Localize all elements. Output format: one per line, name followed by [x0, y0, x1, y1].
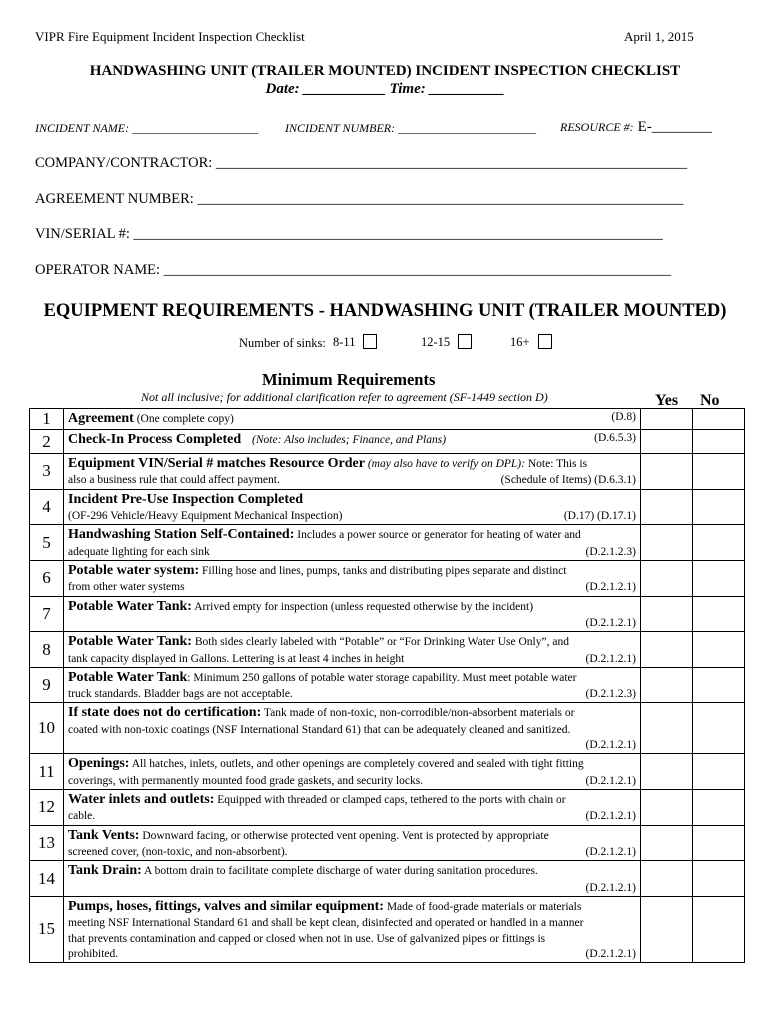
table-row [30, 825, 745, 861]
item-text: : Minimum 250 gallons of potable water storage capability. Must meet potable water [187, 671, 577, 684]
no-column-header: No [700, 392, 720, 409]
item-number: 8 [30, 632, 64, 668]
item-text-line2: truck standards. Bladder bags are not acceptable. [68, 688, 293, 701]
requirements-note: Not all inclusive; for additional clarification refer to agreement (SF-1449 section D) [141, 390, 548, 404]
item-text: Arrived empty for inspection (unless requested otherwise by the incident) [194, 600, 534, 613]
table-row [30, 667, 745, 703]
yes-cell[interactable] [641, 560, 693, 596]
yes-cell[interactable] [641, 825, 693, 861]
item-text-line2: also a business rule that could affect payment. [68, 474, 280, 487]
yes-cell[interactable] [641, 409, 693, 430]
item-reference: (D.2.1.2.1) [585, 774, 636, 787]
item-number: 10 [30, 703, 64, 754]
sink-option-16-plus[interactable] [510, 334, 552, 350]
item-heading: Openings: [68, 756, 130, 772]
no-cell[interactable] [693, 861, 745, 897]
item-heading: Potable water system: [68, 562, 200, 578]
item-description [64, 454, 641, 490]
form-title: HANDWASHING UNIT (TRAILER MOUNTED) INCIDENT INSPECTION CHECKLIST [89, 63, 681, 79]
item-heading: Handwashing Station Self-Contained: [68, 527, 295, 543]
item-reference: (D.2.1.2.1) [585, 581, 636, 594]
item-reference: (D.6.5.3) [594, 432, 636, 444]
item-number: 13 [30, 825, 64, 861]
yes-cell[interactable] [641, 632, 693, 668]
item-text: (One complete copy) [136, 413, 234, 425]
item-description [64, 409, 641, 430]
yes-cell[interactable] [641, 703, 693, 754]
document-title: VIPR Fire Equipment Incident Inspection Checklist [35, 29, 305, 44]
item-heading: If state does not do certification: [68, 705, 262, 721]
item-heading: Incident Pre-Use Inspection Completed [68, 491, 304, 507]
no-cell[interactable] [693, 454, 745, 490]
table-row [30, 596, 745, 632]
yes-cell[interactable] [641, 596, 693, 632]
item-number: 14 [30, 861, 64, 897]
resource-label: RESOURCE #: [560, 120, 634, 134]
item-text-line2: coated with non-toxic coatings (NSF International Standard 61) that can be adequately cleaned and sanitized. [68, 723, 571, 736]
date-time-field[interactable]: Date: ___________ Time: __________ [265, 81, 505, 97]
table-row [30, 754, 745, 790]
sink-option-label: 12-15 [421, 335, 451, 349]
no-cell[interactable] [693, 667, 745, 703]
item-text: Equipped with threaded or clamped caps, tethered to the ports with chain or [217, 793, 566, 806]
item-description [64, 667, 641, 703]
item-text-line4: prohibited. [68, 947, 119, 960]
table-row [30, 430, 745, 454]
item-reference: (D.2.1.2.3) [585, 688, 636, 701]
item-heading: Check-In Process Completed [68, 432, 242, 447]
yes-cell[interactable] [641, 861, 693, 897]
no-cell[interactable] [693, 525, 745, 561]
yes-cell[interactable] [641, 454, 693, 490]
no-cell[interactable] [693, 754, 745, 790]
no-cell[interactable] [693, 896, 745, 962]
item-reference: (D.2.1.2.3) [585, 545, 636, 558]
sink-checkbox[interactable] [363, 334, 377, 349]
item-text-line2: screened cover, (non-toxic, and non-absorbent). [68, 846, 288, 859]
item-heading: Agreement [68, 411, 134, 426]
no-cell[interactable] [693, 632, 745, 668]
item-text-line2: (OF-296 Vehicle/Heavy Equipment Mechanical Inspection) [68, 510, 343, 523]
resource-field[interactable] [560, 118, 712, 136]
item-number: 1 [30, 409, 64, 430]
item-reference: (D.17) (D.17.1) [563, 510, 636, 523]
no-cell[interactable] [693, 489, 745, 525]
item-text-line2: tank capacity displayed in Gallons. Lettering is at least 4 inches in height [68, 652, 405, 665]
section-title: EQUIPMENT REQUIREMENTS - HANDWASHING UNIT (TRAILER MOUNTED) [43, 301, 727, 321]
item-text-line2: adequate lighting for each sink [68, 545, 210, 558]
item-reference: (D.8) [611, 411, 636, 423]
item-text: Downward facing, or otherwise protected vent opening. Vent is protected by appropriate [142, 829, 549, 842]
sink-option-label: 16+ [510, 335, 530, 349]
agreement-number-field[interactable]: AGREEMENT NUMBER: ___________________________________________________________________ [35, 191, 684, 207]
yes-column-header: Yes [655, 392, 679, 409]
item-number: 6 [30, 560, 64, 596]
item-description [64, 596, 641, 632]
item-number: 3 [30, 454, 64, 490]
sink-checkbox[interactable] [538, 334, 552, 349]
item-text-line2: coverings, with permanently mounted food grade gaskets, and security locks. [68, 774, 424, 787]
item-heading: Equipment VIN/Serial # matches Resource Order [68, 456, 365, 471]
table-row [30, 789, 745, 825]
item-reference: (D.2.1.2.1) [585, 739, 636, 752]
item-number: 5 [30, 525, 64, 561]
item-description [64, 703, 641, 754]
vin-serial-field[interactable]: VIN/SERIAL #: _________________________________________________________________________ [35, 226, 663, 242]
operator-name-field[interactable]: OPERATOR NAME: ______________________________________________________________________ [35, 262, 672, 278]
item-text-line2: meeting NSF International Standard 61 and shall be kept clean, disinfected and operated or handled in a manner [68, 917, 584, 930]
item-description [64, 525, 641, 561]
sink-option-12-15[interactable] [421, 334, 472, 350]
item-text: Note: This is [527, 458, 588, 470]
item-text: Both sides clearly labeled with “Potable” or “For Drinking Water Use Only”, and [194, 636, 569, 649]
item-reference: (D.2.1.2.1) [585, 810, 636, 823]
yes-cell[interactable] [641, 789, 693, 825]
no-cell[interactable] [693, 560, 745, 596]
item-description [64, 789, 641, 825]
item-heading: Pumps, hoses, fittings, valves and similar equipment: [68, 898, 384, 914]
table-row [30, 632, 745, 668]
item-description [64, 560, 641, 596]
item-text: Tank made of non-toxic, non-corrodible/non-absorbent materials or [263, 707, 575, 720]
item-text: Filling hose and lines, pumps, tanks and distributing pipes separate and distinct [202, 564, 567, 577]
item-text-line2: from other water systems [68, 581, 185, 594]
item-text: All hatches, inlets, outlets, and other openings are completely covered and sealed with tight fitting [131, 758, 584, 771]
company-contractor-field[interactable]: COMPANY/CONTRACTOR: _________________________________________________________________ [35, 155, 688, 171]
item-description [64, 896, 641, 962]
yes-cell[interactable] [641, 525, 693, 561]
item-number: 9 [30, 667, 64, 703]
incident-name-field[interactable]: INCIDENT NAME: _____________________ [35, 121, 259, 135]
item-text: Made of food-grade materials or materials [386, 900, 582, 913]
item-description [64, 754, 641, 790]
item-number: 15 [30, 896, 64, 962]
incident-number-field[interactable]: INCIDENT NUMBER: _______________________ [285, 121, 537, 135]
item-text: A bottom drain to facilitate complete discharge of water during sanitation procedures. [144, 865, 538, 878]
yes-cell[interactable] [641, 667, 693, 703]
document-date: April 1, 2015 [624, 29, 694, 44]
no-cell[interactable] [693, 703, 745, 754]
item-number: 12 [30, 789, 64, 825]
checklist-table [29, 408, 745, 963]
item-heading: Tank Drain: [68, 863, 142, 879]
sink-option-label: 8-11 [333, 335, 356, 349]
yes-cell[interactable] [641, 489, 693, 525]
item-description [64, 489, 641, 525]
minimum-requirements-title: Minimum Requirements [262, 370, 436, 389]
no-cell[interactable] [693, 430, 745, 454]
item-heading: Tank Vents: [68, 827, 140, 843]
sinks-label: Number of sinks: [239, 336, 326, 350]
item-reference: (D.2.1.2.1) [585, 617, 636, 630]
item-number: 7 [30, 596, 64, 632]
sink-option-8-11[interactable] [333, 334, 377, 350]
no-cell[interactable] [693, 789, 745, 825]
item-italic-note: (may also have to verify on DPL): [367, 458, 525, 470]
no-cell[interactable] [693, 825, 745, 861]
item-description [64, 861, 641, 897]
item-number: 4 [30, 489, 64, 525]
table-row [30, 454, 745, 490]
item-heading: Potable Water Tank: [68, 634, 192, 650]
yes-cell[interactable] [641, 896, 693, 962]
table-row [30, 896, 745, 962]
item-description [64, 825, 641, 861]
table-row [30, 861, 745, 897]
item-reference: (D.2.1.2.1) [585, 881, 636, 894]
resource-value: E-________ [637, 119, 712, 135]
item-text-line3: that prevents contamination and capped or closed when not in use. Use of galvanized pipes or fittings is [68, 932, 546, 945]
item-reference: (Schedule of Items) (D.6.3.1) [500, 474, 636, 487]
yes-cell[interactable] [641, 430, 693, 454]
yes-cell[interactable] [641, 754, 693, 790]
item-number: 2 [30, 430, 64, 454]
table-row [30, 560, 745, 596]
item-heading: Potable Water Tank: [68, 598, 192, 614]
item-description [64, 430, 641, 454]
table-row [30, 489, 745, 525]
item-heading: Water inlets and outlets: [68, 791, 215, 807]
item-text: Includes a power source or generator for heating of water and [297, 529, 581, 542]
table-row [30, 525, 745, 561]
item-text-line2: cable. [68, 810, 96, 823]
item-number: 11 [30, 754, 64, 790]
sink-checkbox[interactable] [458, 334, 472, 349]
item-reference: (D.2.1.2.1) [585, 846, 636, 859]
item-reference: (D.2.1.2.1) [585, 652, 636, 665]
item-heading: Potable Water Tank [68, 669, 188, 685]
table-row [30, 409, 745, 430]
table-row [30, 703, 745, 754]
no-cell[interactable] [693, 596, 745, 632]
item-description [64, 632, 641, 668]
no-cell[interactable] [693, 409, 745, 430]
item-reference: (D.2.1.2.1) [585, 947, 636, 960]
item-text: (Note: Also includes; Finance, and Plans) [252, 434, 447, 446]
